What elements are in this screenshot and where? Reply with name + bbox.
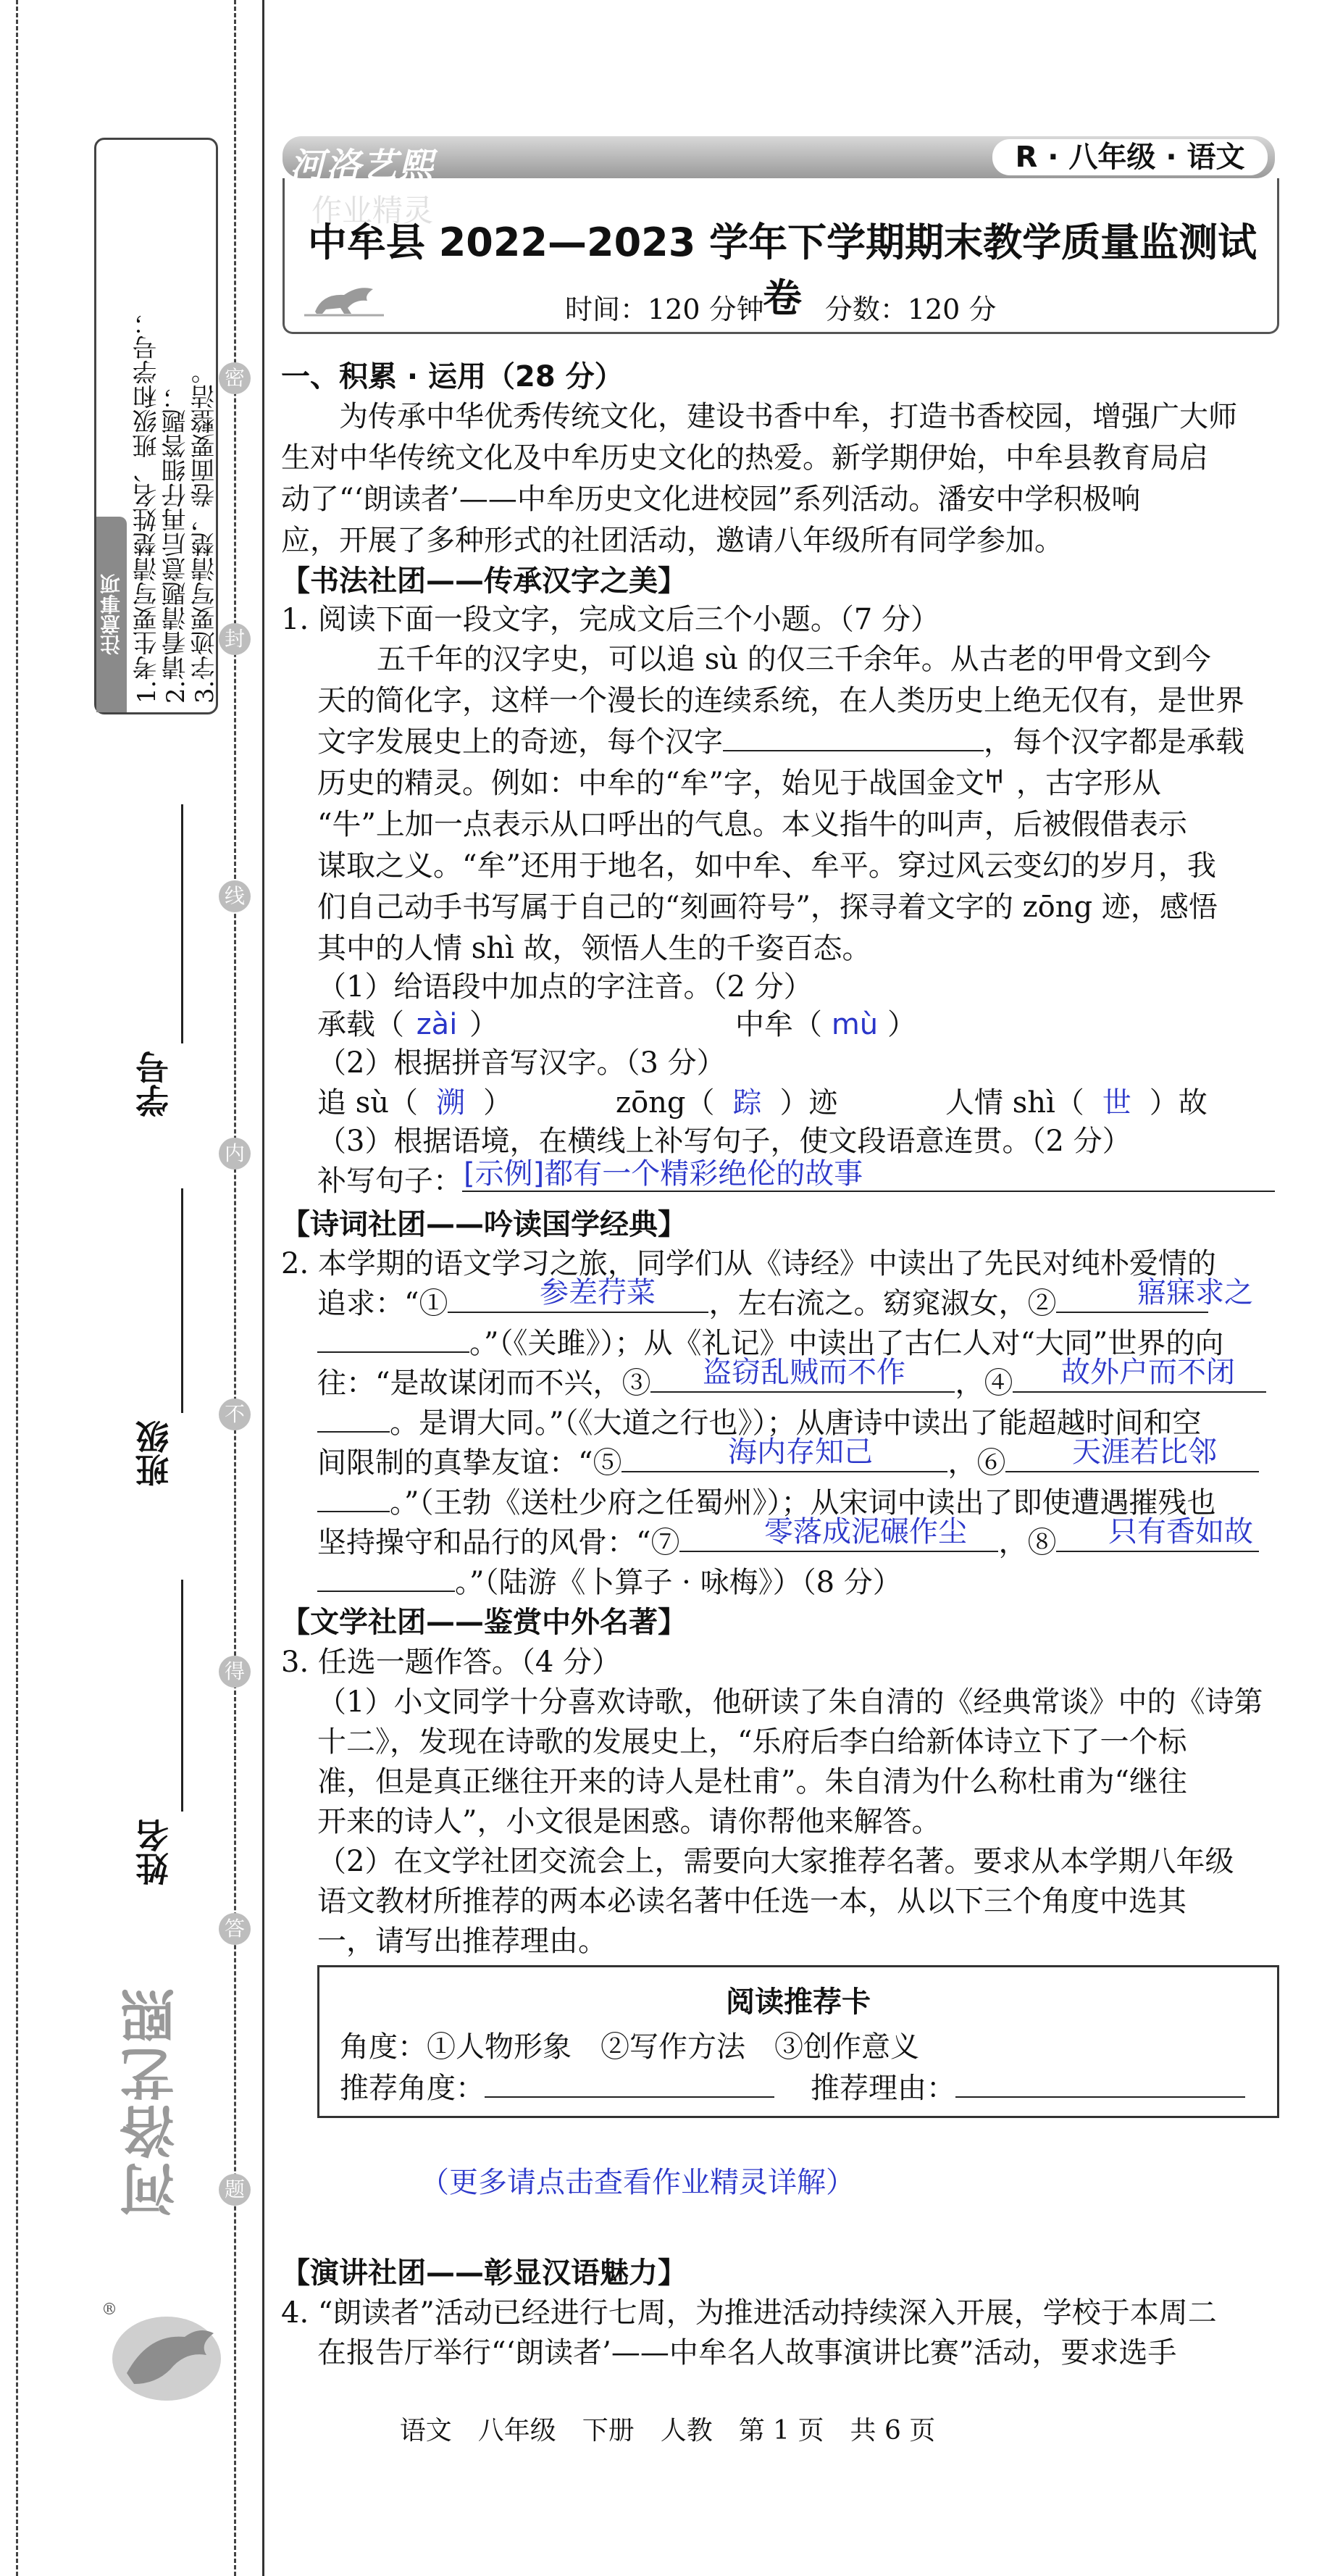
reason-label: 推荐理由：: [811, 2072, 955, 2105]
passage-text: 历史的精灵。例如：中牟的“牟”字，始见于战国金文: [317, 767, 984, 800]
passage-blank[interactable]: [723, 721, 984, 751]
item-label: 承载（: [317, 1008, 404, 1041]
margin-border-line: [262, 0, 264, 2576]
page-footer: 语文 八年级 下册 人教 第 1 页 共 6 页: [399, 2416, 936, 2446]
q2-text: 坚持操守和品行的风骨：“⑦: [317, 1526, 680, 1559]
student-id-label: 学号: [135, 1051, 174, 1117]
class-blank[interactable]: [181, 1188, 183, 1413]
passage-text: ，每个汉字都是承载: [984, 725, 1244, 759]
q2-text: 间限制的真挚友谊：“⑤: [317, 1446, 622, 1480]
notice-line: 2.请看清题意后再仔细答题；: [162, 384, 191, 704]
pinyin-item: [317, 1001, 498, 1043]
q2-line: [317, 1559, 902, 1601]
more-details-link[interactable]: （更多请点击查看作业精灵详解）: [420, 2166, 855, 2199]
jinwen-glyph-icon: 𐀀: [984, 767, 1005, 800]
passage-line: 天的简化字，这样一个漫长的连续系统，在人类历史上绝无仅有，是世界: [317, 684, 1244, 717]
poem-answer-2: 寤寐求之: [1137, 1276, 1253, 1309]
intro-line: 生对中华传统文化及中牟历史文化的热爱。新学期伊始，中牟县教育局启: [281, 441, 1208, 475]
question-1: 1. 阅读下面一段文字，完成文后三个小题。（7 分）: [281, 603, 940, 636]
q2-text: ，左右流之。窈窕淑女，②: [708, 1287, 1057, 1320]
intro-line: 动了“‘朗读者’——中牟历史文化进校园”系列活动。潘安中学积极响: [281, 483, 1141, 516]
sub-question: （2）根据拼音写汉字。（3 分）: [317, 1046, 726, 1080]
q2-text: ，④: [955, 1367, 1013, 1400]
hanzi-item: [945, 1080, 1208, 1121]
q2-text: 。是谓大同。”（《大道之行也》）；从唐诗中读出了能超越时间和空: [390, 1406, 1202, 1440]
item-label: 中牟（: [735, 1008, 822, 1041]
registered-mark: ®: [101, 2301, 117, 2319]
answer-text: 踪: [732, 1086, 762, 1120]
q3-line: 十二》，发现在诗歌的发展史上，“乐府后李白给新体诗立下了一个标: [317, 1725, 1187, 1759]
name-blank[interactable]: [181, 1580, 183, 1812]
question-3: 3. 任选一题作答。（4 分）: [281, 1646, 622, 1679]
poem-answer-5: 海内存知己: [728, 1435, 873, 1469]
brand-logo-vertical: 河洛艺熙: [120, 1985, 184, 2217]
q2-text: 往：“是故谋闭而不兴，③: [317, 1367, 651, 1400]
club-heading-literature: 【文学社团——鉴赏中外名著】: [281, 1606, 687, 1639]
exam-meta: [565, 287, 996, 327]
poem-blank[interactable]: [317, 1322, 469, 1353]
item-close: ）: [469, 1008, 498, 1041]
completion-answer: [示例]都有一个精彩绝伦的故事: [464, 1157, 863, 1191]
club-heading-calligraphy: 【书法社团——传承汉字之美】: [281, 564, 687, 598]
notice-lines: [133, 146, 219, 704]
passage-line: [317, 760, 1193, 801]
poem-answer-6: 天涯若比邻: [1072, 1435, 1217, 1469]
exam-time: 时间：120 分钟: [565, 293, 764, 325]
q3-line: 准，但是真正继往开来的诗人是杜甫”。朱自清为什么称杜甫为“继往: [317, 1765, 1187, 1798]
seal-char-8: 题: [219, 2174, 251, 2206]
q4-line: 在报告厅举行“‘朗读者’——中牟名人故事演讲比赛”活动，要求选手: [317, 2336, 1177, 2369]
item-label: 人情 shì（: [945, 1086, 1084, 1120]
notice-line: 1.考生要写清楚姓名、班级和学号；: [133, 310, 162, 704]
watermark: 作业精灵: [311, 193, 434, 228]
seal-char-2: 封: [219, 623, 251, 655]
q3-line: 语文教材所推荐的两本必读名著中任选一本，从以下三个角度中选其: [317, 1885, 1187, 1918]
passage-line: 五千年的汉字史，可以追 sù 的仅三千余年。从古老的甲骨文到今: [377, 643, 1211, 676]
passage-line: [317, 719, 1244, 760]
passage-text: ，古字形从: [1016, 767, 1161, 800]
card-title: 阅读推荐卡: [726, 1985, 871, 2019]
answer-text: zài: [416, 1008, 458, 1041]
brand-horse-emblem: [98, 2304, 235, 2406]
section-heading: 一、积累 · 运用（28 分）: [281, 360, 624, 393]
exam-notice-box: [94, 138, 218, 714]
poem-answer-7: 零落成泥碾作尘: [764, 1515, 967, 1548]
q2-text: 。”（《关雎》）；从《礼记》中读出了古仁人对“大同”世界的向: [469, 1327, 1224, 1360]
pinyin-item: [735, 1001, 916, 1043]
answer-text: mù: [831, 1008, 879, 1041]
intro-line: 应，开展了多种形式的社团活动，邀请八年级所有同学参加。: [281, 524, 1063, 557]
poem-answer-3: 盗窃乱贼而不作: [703, 1356, 905, 1389]
intro-line: 为传承中华优秀传统文化，建设书香中牟，打造书香校园，增强广大师: [339, 400, 1237, 433]
seal-char-6: 得: [219, 1656, 251, 1688]
answer-text: 世: [1102, 1086, 1131, 1120]
q4-line: 4. “朗读者”活动已经进行七周，为推进活动持续深入开展，学校于本周二: [281, 2296, 1217, 2330]
reason-blank[interactable]: [955, 2067, 1245, 2098]
q3-line: 一，请写出推荐理由。: [317, 1925, 607, 1958]
item-label: 追 sù（: [317, 1086, 419, 1120]
notice-line: 3.字迹要写清楚，卷面要整洁。: [191, 359, 219, 704]
sub-question: （1）给语段中加点的字注音。（2 分）: [317, 970, 813, 1004]
notice-title: 注意事项: [96, 517, 127, 712]
hanzi-item: [317, 1080, 512, 1121]
q2-text: 。”（王勃《送杜少府之任蜀州》）；从宋词中读出了即使遭遇摧残也: [390, 1486, 1216, 1520]
brand-logo: 河洛艺熙: [290, 146, 435, 186]
q2-text: 。”（陆游《卜算子 · 咏梅》）（8 分）: [455, 1566, 902, 1599]
passage-line: 其中的人情 shì 故，领悟人生的千姿百态。: [317, 932, 871, 965]
card-angles: 角度：①人物形象 ②写作方法 ③创作意义: [340, 2030, 919, 2064]
item-label: zōng（: [616, 1086, 715, 1120]
exam-score: 分数：120 分: [824, 293, 997, 325]
item-close: ）: [887, 1008, 916, 1041]
passage-text: 文字发展史上的奇迹，每个汉字: [317, 725, 723, 759]
sub-question: （3）根据语境，在横线上补写句子，使文段语意连贯。（2 分）: [317, 1125, 1131, 1158]
q2-text: ，⑧: [998, 1526, 1057, 1559]
poem-answer-8: 只有香如故: [1108, 1515, 1253, 1548]
horse-icon: [301, 279, 388, 322]
completion-blank[interactable]: [462, 1191, 1275, 1192]
hanzi-item: [616, 1080, 838, 1121]
fold-line-outer: [16, 0, 18, 2576]
passage-line: 们自己动手书写属于自己的“刻画符号”，探寻着文字的 zōng 迹，感悟: [317, 891, 1218, 924]
answer-text: 溯: [436, 1086, 466, 1120]
poem-blank[interactable]: [317, 1402, 390, 1433]
seal-char-7: 答: [219, 1913, 251, 1945]
seal-char-5: 不: [219, 1399, 251, 1430]
item-close: ）: [483, 1086, 513, 1120]
item-tail: ）故: [1149, 1086, 1208, 1120]
q3-line: （1）小文同学十分喜欢诗歌，他研读了朱自清的《经典常谈》中的《诗第: [317, 1685, 1263, 1719]
card-fields: [340, 2065, 1245, 2106]
passage-line: 谋取之义。“牟”还用于地名，如中牟、牟平。穿过风云变幻的岁月，我: [317, 849, 1216, 883]
club-heading-poetry: 【诗词社团——吟读国学经典】: [281, 1208, 687, 1241]
q3-line: （2）在文学社团交流会上，需要向大家推荐名著。要求从本学期八年级: [317, 1845, 1234, 1878]
exam-title: 中牟县 2022—2023 学年下学期期末教学质量监测试卷: [307, 220, 1257, 321]
passage-line: “牛”上加一点表示从口呼出的气息。本义指牛的叫声，后被假借表示: [317, 808, 1187, 841]
seal-char-3: 线: [219, 880, 251, 912]
q2-text: ，⑥: [947, 1446, 1006, 1480]
seal-char-1: 密: [219, 362, 251, 394]
q2-text: 追求：“①: [317, 1287, 448, 1320]
poem-answer-1: 参差荇菜: [540, 1276, 656, 1309]
poem-answer-4: 故外户而不闭: [1061, 1356, 1235, 1389]
name-label: 姓名: [135, 1819, 174, 1885]
q2-line: [317, 1280, 1208, 1322]
student-id-blank[interactable]: [181, 804, 183, 1043]
completion-label: 补写句子：: [317, 1164, 462, 1198]
q3-line: 开来的诗人”，小文很是困惑。请你帮他来解答。: [317, 1805, 941, 1838]
angle-label: 推荐角度：: [340, 2072, 485, 2105]
angle-blank[interactable]: [485, 2067, 774, 2098]
club-heading-speech: 【演讲社团——彰显汉语魅力】: [281, 2256, 687, 2290]
reading-recommendation-card: [317, 1965, 1279, 2118]
poem-blank[interactable]: [317, 1562, 455, 1592]
class-label: 班级: [135, 1420, 174, 1487]
item-tail: ）迹: [779, 1086, 838, 1120]
grade-badge: R · 八年级 · 语文: [992, 139, 1268, 175]
poem-blank[interactable]: [317, 1482, 390, 1512]
q2-line: 2. 本学期的语文学习之旅，同学们从《诗经》中读出了先民对纯朴爱情的: [281, 1247, 1216, 1280]
seal-char-4: 内: [219, 1138, 251, 1170]
